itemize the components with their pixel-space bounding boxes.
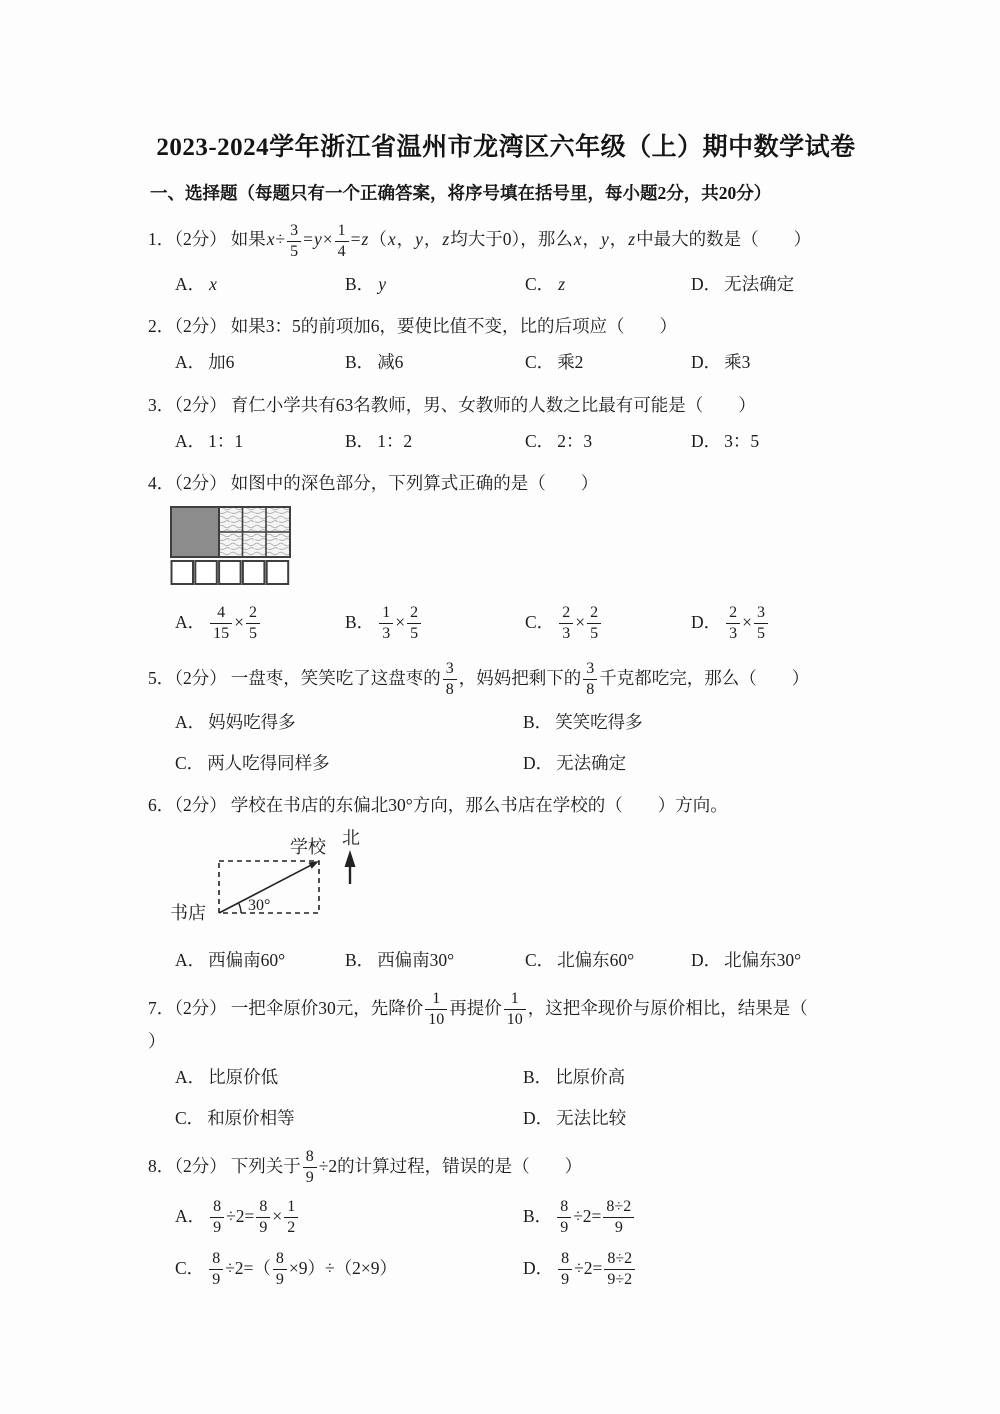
- question-number: 8．（2分）: [148, 1155, 227, 1176]
- option-label: C．: [525, 431, 555, 451]
- option-text: 3：5: [724, 431, 760, 451]
- option-label: D．: [691, 611, 722, 632]
- option-label: D．: [523, 1257, 554, 1278]
- option-b: [523, 1065, 864, 1090]
- question-7-stem: [148, 990, 864, 1054]
- option-text: x: [209, 273, 217, 294]
- option-c: [525, 272, 691, 297]
- question-text: 下列关于 $\frac{8}{9}$ ÷2的计算过程，错误的是（ ）: [230, 1148, 583, 1187]
- option-label: B．: [345, 431, 375, 451]
- option-text: 无法比较: [556, 1107, 627, 1128]
- question-text: 如图中的深色部分，下列算式正确的是（ ）: [230, 473, 599, 494]
- option-text: 乘3: [724, 352, 751, 373]
- option-text: 和原价相等: [207, 1107, 295, 1128]
- option-label: D．: [523, 1107, 554, 1128]
- question-1-stem: [148, 222, 864, 261]
- question-1-options: [148, 272, 864, 297]
- option-label: B．: [523, 1067, 553, 1088]
- option-label: B．: [345, 273, 375, 294]
- question-text: 如果3：5的前项加6，要使比值不变，比的后项应（ ）: [230, 315, 677, 336]
- question-4-options: [148, 604, 864, 643]
- option-d: [691, 429, 864, 454]
- option-text: 2：3: [557, 431, 593, 451]
- option-c: [525, 350, 691, 375]
- option-text: $\frac{8}{9}$ ÷2=（ $\frac{8}{9}$ ×9）÷（2×9）: [207, 1258, 397, 1278]
- option-c: [175, 751, 523, 776]
- option-text: $\frac{8}{9}$ ÷2= $\frac{8\div 2}{9}$: [555, 1206, 636, 1226]
- option-text: $\frac{2}{3}$ × $\frac{3}{5}$: [724, 612, 770, 632]
- option-label: D．: [691, 352, 722, 373]
- option-text: 比原价低: [208, 1067, 279, 1088]
- option-d: [691, 948, 864, 973]
- option-label: C．: [525, 273, 555, 294]
- page-title: 2023-2024学年浙江省温州市龙湾区六年级（上）期中数学试卷: [156, 134, 856, 161]
- option-label: C．: [175, 1107, 205, 1128]
- question-2-options: [148, 350, 864, 375]
- question-8-options: [148, 1198, 864, 1289]
- fraction-grid-figure: [170, 506, 864, 593]
- fraction-grid-svg: [170, 506, 292, 586]
- option-text: $\frac{8}{9}$ ÷2= $\frac{8}{9}$ × $\frac{1}{2}$: [208, 1206, 300, 1226]
- option-a: [175, 1065, 523, 1090]
- question-5: [148, 660, 864, 776]
- question-4-stem: [148, 471, 864, 496]
- option-text: 乘2: [557, 352, 584, 373]
- option-b: [345, 272, 525, 297]
- question-text: 如果x÷ $\frac{3}{5}$ =y× $\frac{1}{4}$ =z（x，y，z均大于0），那么x，y，z中最大的数是（ ）: [230, 221, 812, 260]
- option-d: [691, 350, 864, 375]
- option-label: D．: [691, 431, 722, 451]
- option-b: [345, 948, 525, 973]
- option-text: 1：2: [377, 431, 413, 451]
- north-label: 北: [342, 828, 360, 849]
- option-text: 笑笑吃得多: [555, 712, 643, 733]
- option-text: 西偏南30°: [377, 949, 455, 970]
- option-label: A．: [175, 1205, 206, 1226]
- option-text: 北偏东60°: [557, 949, 635, 970]
- option-label: A．: [175, 949, 206, 970]
- question-number: 3．（2分）: [148, 394, 227, 415]
- option-text: 妈妈吃得多: [208, 712, 296, 733]
- option-text: 无法确定: [724, 273, 795, 294]
- option-label: A．: [175, 611, 206, 632]
- option-b: [345, 604, 525, 643]
- option-b: [523, 710, 864, 735]
- option-a: [175, 710, 523, 735]
- option-label: D．: [691, 273, 722, 294]
- question-5-options: [148, 710, 864, 776]
- question-text: 一盘枣，笑笑吃了这盘枣的 $\frac{3}{8}$ ，妈妈把剩下的 $\frac{3}{8}$ 千克都吃完，那么（ ）: [230, 660, 810, 699]
- option-a: [175, 948, 345, 973]
- option-text: $\frac{8}{9}$ ÷2= $\frac{8\div 2}{9\div 2}$: [556, 1258, 637, 1278]
- question-text: 学校在书店的东偏北30°方向，那么书店在学校的（ ）方向。: [230, 794, 728, 815]
- question-number: 6．（2分）: [148, 794, 227, 815]
- option-a: [175, 350, 345, 375]
- option-text: $\frac{4}{15}$ × $\frac{2}{5}$: [208, 612, 262, 632]
- option-text: 北偏东30°: [724, 949, 802, 970]
- option-c: [175, 1250, 523, 1289]
- option-label: A．: [175, 431, 206, 451]
- question-2: [148, 314, 864, 376]
- option-text: 两人吃得同样多: [207, 752, 330, 773]
- option-text: $\frac{1}{3}$ × $\frac{2}{5}$: [377, 612, 423, 632]
- option-d: [691, 604, 864, 643]
- question-number: 2．（2分）: [148, 315, 227, 336]
- option-a: [175, 272, 345, 297]
- option-label: B．: [523, 1205, 553, 1226]
- section-heading: 一、选择题（每题只有一个正确答案，将序号填在括号里，每小题2分，共20分）: [150, 182, 772, 203]
- question-3-stem: [148, 393, 864, 418]
- north-arrow-icon: [345, 850, 356, 884]
- question-text: 一把伞原价30元，先降价 $\frac{1}{10}$ 再提价 $\frac{1}{10}$ ，这把伞现价与原价相比，结果是（ ）: [148, 990, 808, 1051]
- option-label: C．: [175, 752, 205, 773]
- exam-content: [148, 132, 864, 1289]
- option-label: D．: [691, 949, 722, 970]
- option-label: C．: [175, 1257, 205, 1278]
- option-label: C．: [525, 611, 555, 632]
- question-text: 育仁小学共有63名教师，男、女教师的人数之比最有可能是（ ）: [230, 394, 756, 415]
- question-1: [148, 222, 864, 297]
- option-text: z: [558, 273, 565, 294]
- school-label: 学校: [290, 837, 326, 858]
- question-3: [148, 393, 864, 455]
- bookstore-label: 书店: [170, 903, 206, 924]
- option-label: B．: [345, 352, 375, 373]
- option-text: 减6: [377, 352, 404, 373]
- option-d: [523, 1250, 864, 1289]
- option-text: $\frac{2}{3}$ × $\frac{2}{5}$: [557, 612, 603, 632]
- option-c: [525, 604, 691, 643]
- question-6: [148, 793, 864, 973]
- option-label: D．: [523, 752, 554, 773]
- option-text: 加6: [208, 352, 235, 373]
- option-label: A．: [175, 352, 206, 373]
- angle-arc: [239, 903, 242, 913]
- question-number: 4．（2分）: [148, 473, 227, 494]
- question-4: [148, 471, 864, 643]
- question-2-stem: [148, 314, 864, 339]
- question-6-options: [148, 948, 864, 973]
- option-d: [691, 272, 864, 297]
- option-b: [523, 1198, 864, 1237]
- option-b: [345, 350, 525, 375]
- option-text: 无法确定: [556, 752, 627, 773]
- option-c: [525, 948, 691, 973]
- direction-diagram-figure: [162, 826, 864, 936]
- angle-label: 30°: [248, 897, 271, 915]
- option-a: [175, 429, 345, 454]
- option-label: C．: [525, 949, 555, 970]
- question-number: 1．（2分）: [148, 229, 227, 250]
- question-6-stem: [148, 793, 864, 818]
- option-text: y: [378, 273, 386, 294]
- option-label: B．: [523, 712, 553, 733]
- direction-arrowhead-icon: [309, 861, 320, 869]
- option-text: 比原价高: [555, 1067, 626, 1088]
- option-text: 1：1: [208, 431, 244, 451]
- question-3-options: [148, 429, 864, 454]
- direction-diagram-svg: [162, 826, 402, 929]
- option-a: [175, 604, 345, 643]
- option-label: A．: [175, 273, 206, 294]
- option-c: [175, 1106, 523, 1131]
- option-d: [523, 751, 864, 776]
- question-7: [148, 990, 864, 1131]
- question-number: 5．（2分）: [148, 667, 227, 688]
- option-text: 西偏南60°: [208, 949, 286, 970]
- option-label: A．: [175, 712, 206, 733]
- question-number: 7．（2分）: [148, 997, 227, 1018]
- option-c: [525, 429, 691, 454]
- question-8-stem: [148, 1148, 864, 1187]
- question-8: [148, 1148, 864, 1289]
- option-label: B．: [345, 949, 375, 970]
- option-d: [523, 1106, 864, 1131]
- option-label: C．: [525, 352, 555, 373]
- option-a: [175, 1198, 523, 1237]
- option-b: [345, 429, 525, 454]
- option-label: B．: [345, 611, 375, 632]
- question-5-stem: [148, 660, 864, 699]
- question-7-options: [148, 1065, 864, 1131]
- option-label: A．: [175, 1067, 206, 1088]
